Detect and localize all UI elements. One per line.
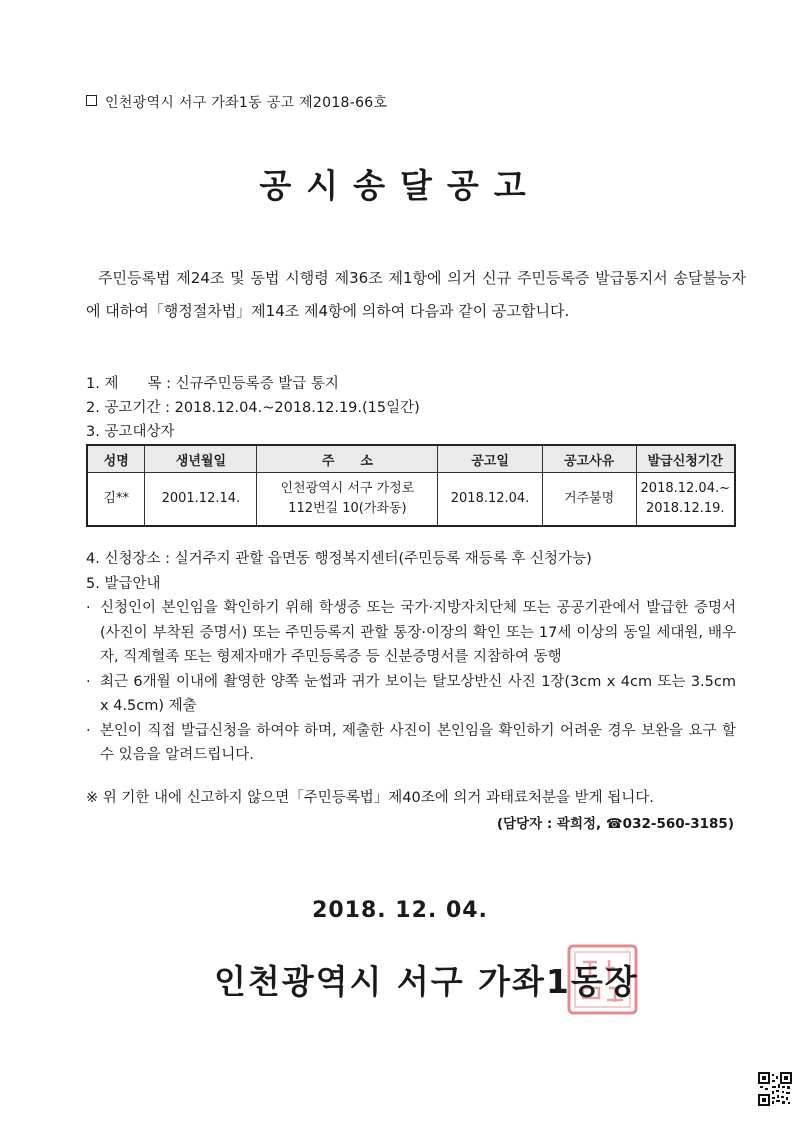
bullet-dot-icon: · <box>86 673 91 690</box>
qr-code-icon <box>758 1072 792 1106</box>
cell-reason: 거주불명 <box>542 473 636 527</box>
cell-name: 김** <box>87 473 145 527</box>
table-header-row <box>87 445 735 473</box>
notice-number-text: 인천광역시 서구 가좌1동 공고 제2018-66호 <box>105 95 388 111</box>
guide-text: 신청인이 본인임을 확인하기 위해 학생증 또는 국가·지방자치단체 또는 공공기관에서 발급한 증명서(사진이 부착된 증명서) 또는 주민등록지 관할 통장·이장의 확인 또는 17세 이상의 동일 세대원, 배우자, 직계혈족 또는 형제자매가 주민등록증 등 신분증명서를 지참하여 동행 <box>100 600 736 665</box>
guide-text: 본인이 직접 발급신청을 하여야 하며, 제출한 사진이 본인임을 확인하기 어려운 경우 보완을 요구 할 수 있음을 알려드립니다. <box>100 722 736 763</box>
table-row <box>87 473 735 527</box>
issuer-name: 인천광역시 서구 가좌1동장 <box>214 962 639 1001</box>
item-subject <box>86 372 339 393</box>
period-value: : 2018.12.04.~2018.12.19.(15일간) <box>165 400 420 416</box>
cell-apply-period <box>636 473 735 527</box>
period-label: 2. 공고기간 <box>86 400 161 416</box>
item-period <box>86 396 420 417</box>
bullet-dot-icon: · <box>86 600 91 616</box>
document-date: 2018. 12. 04. <box>312 898 488 923</box>
notice-number <box>86 92 387 112</box>
contact-info: (담당자 : 곽희정, ☎032-560-3185) <box>496 816 734 832</box>
subject-label: 1. 제 목 <box>86 376 162 392</box>
bullet-dot-icon: · <box>86 722 91 739</box>
guide-list <box>86 596 736 768</box>
item-target-label: 3. 공고대상자 <box>86 424 175 440</box>
intro-paragraph <box>86 262 746 328</box>
checkbox-square-icon <box>86 95 97 106</box>
warning-note: ※ 위 기한 내에 신고하지 않으면「주민등록법」제40조에 의거 과태료처분을 받게 됩니다. <box>86 790 654 806</box>
intro-text: 주민등록법 제24조 및 동법 시행령 제36조 제1항에 의거 신규 주민등록증 발급통지서 송달불능자에 대하여「행정절차법」제14조 제4항에 의하여 다음과 같이 공고합니다. <box>86 269 746 320</box>
item-guide-label: 5. 발급안내 <box>86 576 161 592</box>
period-line-1: 2018.12.04.~ <box>640 481 730 496</box>
guide-item <box>86 596 736 670</box>
header-birth: 생년월일 <box>145 445 257 473</box>
period-line-2: 2018.12.19. <box>645 501 725 516</box>
header-name: 성명 <box>87 445 145 473</box>
target-table <box>86 444 736 527</box>
subject-value: : 신규주민등록증 발급 통지 <box>166 376 339 392</box>
address-line-2: 112번길 10(가좌동) <box>288 501 407 516</box>
header-address: 주 소 <box>257 445 438 473</box>
guide-item <box>86 719 736 768</box>
header-notice-date: 공고일 <box>438 445 542 473</box>
item-place: 4. 신청장소 : 실거주지 관할 읍면동 행정복지센터(주민등록 재등록 후 신청가능) <box>86 551 592 567</box>
address-line-1: 인천광역시 서구 가정로 <box>280 481 415 496</box>
header-reason: 공고사유 <box>542 445 636 473</box>
guide-text: 최근 6개월 이내에 촬영한 양쪽 눈썹과 귀가 보이는 탈모상반신 사진 1장(3cm x 4cm 또는 3.5cm x 4.5cm) 제출 <box>100 673 736 714</box>
header-apply-period: 발급신청기간 <box>636 445 735 473</box>
guide-item <box>86 670 736 719</box>
document-title: 공시송달공고 <box>259 166 541 205</box>
cell-birth: 2001.12.14. <box>145 473 257 527</box>
cell-notice-date: 2018.12.04. <box>438 473 542 527</box>
cell-address <box>257 473 438 527</box>
